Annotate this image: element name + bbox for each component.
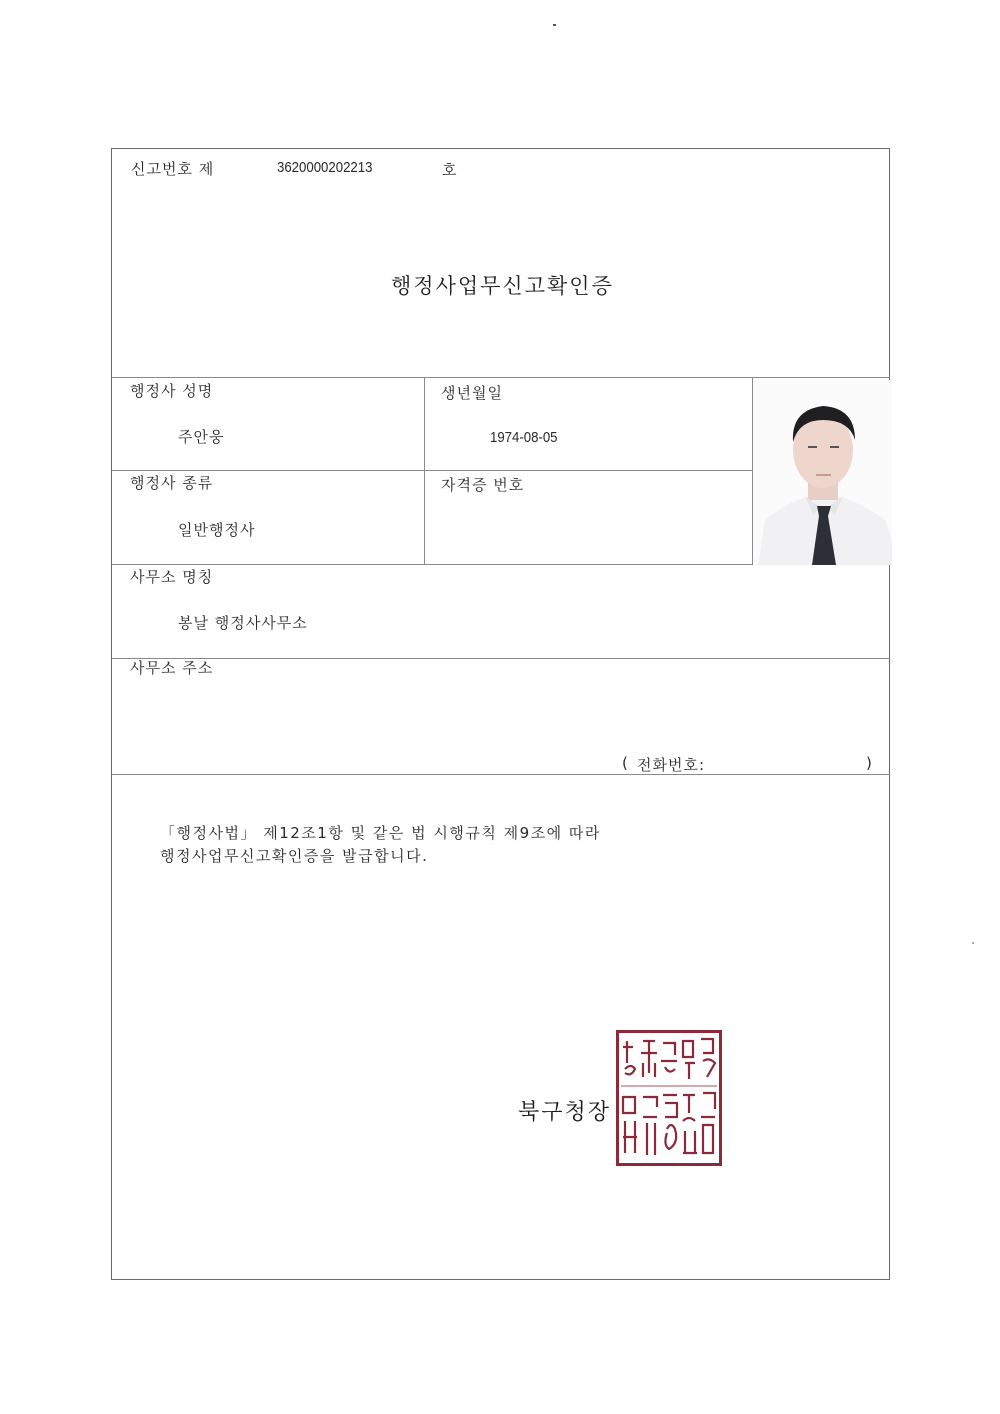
divider-row4	[112, 774, 890, 775]
office-name-value: 봉날 행정사사무소	[178, 614, 308, 632]
report-number: 3620000202213	[277, 159, 373, 176]
issuer-name: 북구청장	[518, 1100, 612, 1125]
divider-col-mid	[424, 377, 425, 564]
phone-label: 전화번호:	[637, 756, 706, 774]
name-value: 주안웅	[178, 428, 225, 446]
name-label: 행정사 성명	[130, 382, 214, 400]
type-label: 행정사 종류	[130, 474, 214, 492]
official-seal	[616, 1030, 722, 1166]
portrait-photo	[753, 380, 892, 565]
statement-line-2: 행정사업무신고확인증을 발급합니다.	[160, 847, 429, 865]
statement-line-1: 「행정사법」 제12조1항 및 같은 법 시행규칙 제9조에 따라	[160, 824, 601, 842]
license-number-label: 자격증 번호	[441, 476, 525, 494]
report-number-label: 신고번호 제	[131, 160, 215, 178]
scan-speck	[553, 24, 556, 26]
birth-date-value: 1974-08-05	[490, 429, 558, 446]
birth-date-label: 생년월일	[441, 384, 503, 402]
portrait-photo-icon	[753, 380, 892, 565]
type-value: 일반행정사	[178, 521, 256, 539]
divider-header	[112, 377, 890, 378]
divider-row3	[112, 658, 890, 659]
divider-row1	[112, 470, 753, 471]
phone-close-paren: )	[866, 754, 873, 772]
office-name-label: 사무소 명칭	[130, 568, 214, 586]
report-number-suffix: 호	[442, 161, 458, 179]
office-address-label: 사무소 주소	[130, 659, 214, 677]
phone-open-paren: (	[622, 754, 629, 772]
certificate-frame	[111, 148, 890, 1280]
page-title: 행정사업무신고확인증	[391, 274, 614, 298]
official-seal-icon	[619, 1033, 719, 1163]
scan-speck	[972, 942, 974, 944]
